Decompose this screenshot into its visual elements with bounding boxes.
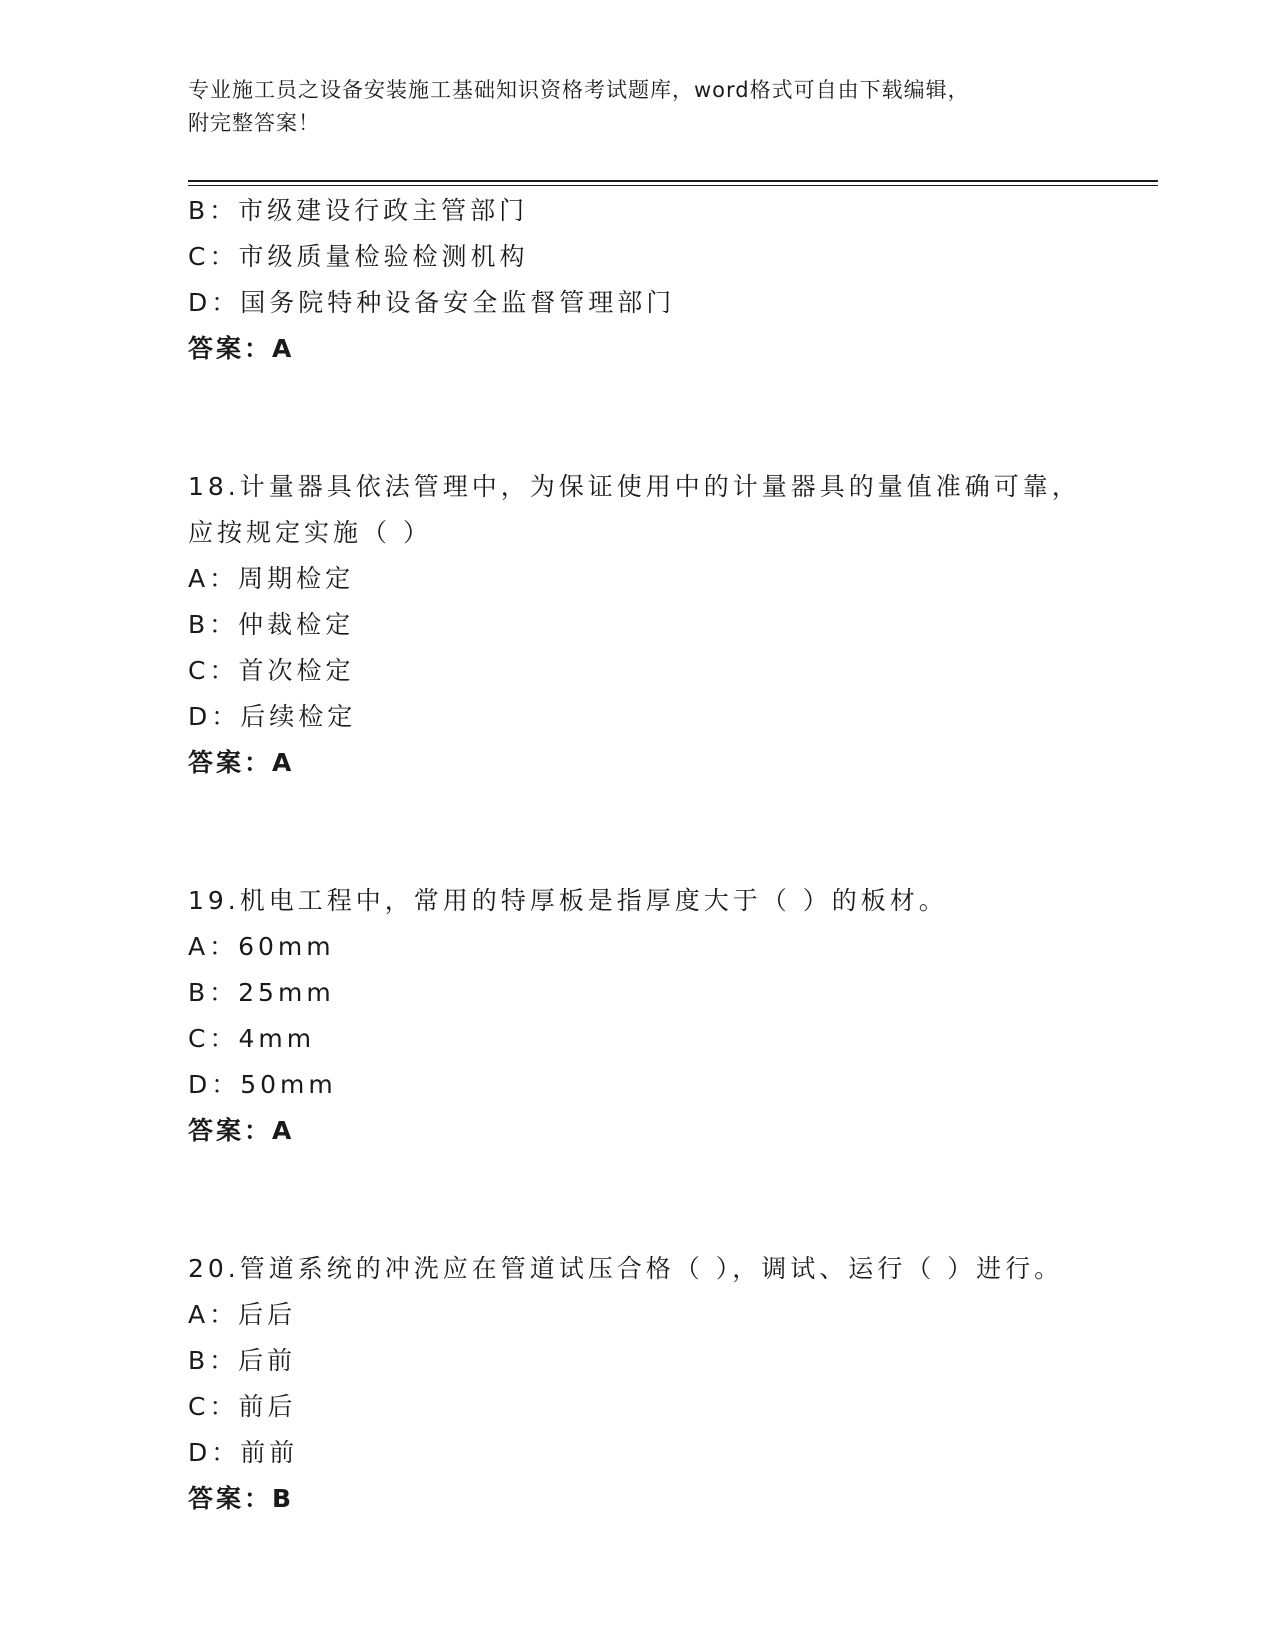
spacer [188,1154,1128,1246]
answer: 答案：A [188,1116,295,1145]
question-stem-continued: 应按规定实施（ ） [188,518,432,547]
spacer [188,372,1128,464]
header-divider-thick [188,180,1158,182]
option-c: C：前后 [188,1392,297,1421]
answer: 答案：A [188,334,295,363]
question-stem: 20.管道系统的冲洗应在管道试压合格（ ），调试、运行（ ）进行。 [188,1254,1064,1283]
option-d: D：后续检定 [188,702,357,731]
header-line-1: 专业施工员之设备安装施工基础知识资格考试题库，word格式可自由下载编辑， [188,78,970,102]
answer: 答案：B [188,1484,295,1513]
answer: 答案：A [188,748,295,777]
option-a: A：60mm [188,932,335,961]
question-list [188,188,1128,1522]
document-header [188,74,1088,140]
option-b: B：25mm [188,978,335,1007]
question-17-continued [188,188,1128,372]
option-b: B：市级建设行政主管部门 [188,196,529,225]
question-18 [188,464,1128,786]
question-20 [188,1246,1128,1522]
option-c: C：4mm [188,1024,316,1053]
option-a: A：周期检定 [188,564,355,593]
option-d: D：前前 [188,1438,299,1467]
option-a: A：后后 [188,1300,297,1329]
question-19 [188,878,1128,1154]
option-d: D：国务院特种设备安全监督管理部门 [188,288,676,317]
option-c: C：首次检定 [188,656,355,685]
header-line-2: 附完整答案！ [188,111,320,135]
option-b: B：仲裁检定 [188,610,355,639]
option-b: B：后前 [188,1346,297,1375]
question-stem: 18.计量器具依法管理中，为保证使用中的计量器具的量值准确可靠， [188,472,1081,501]
option-c: C：市级质量检验检测机构 [188,242,529,271]
spacer [188,786,1128,878]
header-divider-thin [188,185,1158,186]
option-d: D：50mm [188,1070,337,1099]
question-stem: 19.机电工程中，常用的特厚板是指厚度大于（ ）的板材。 [188,886,948,915]
